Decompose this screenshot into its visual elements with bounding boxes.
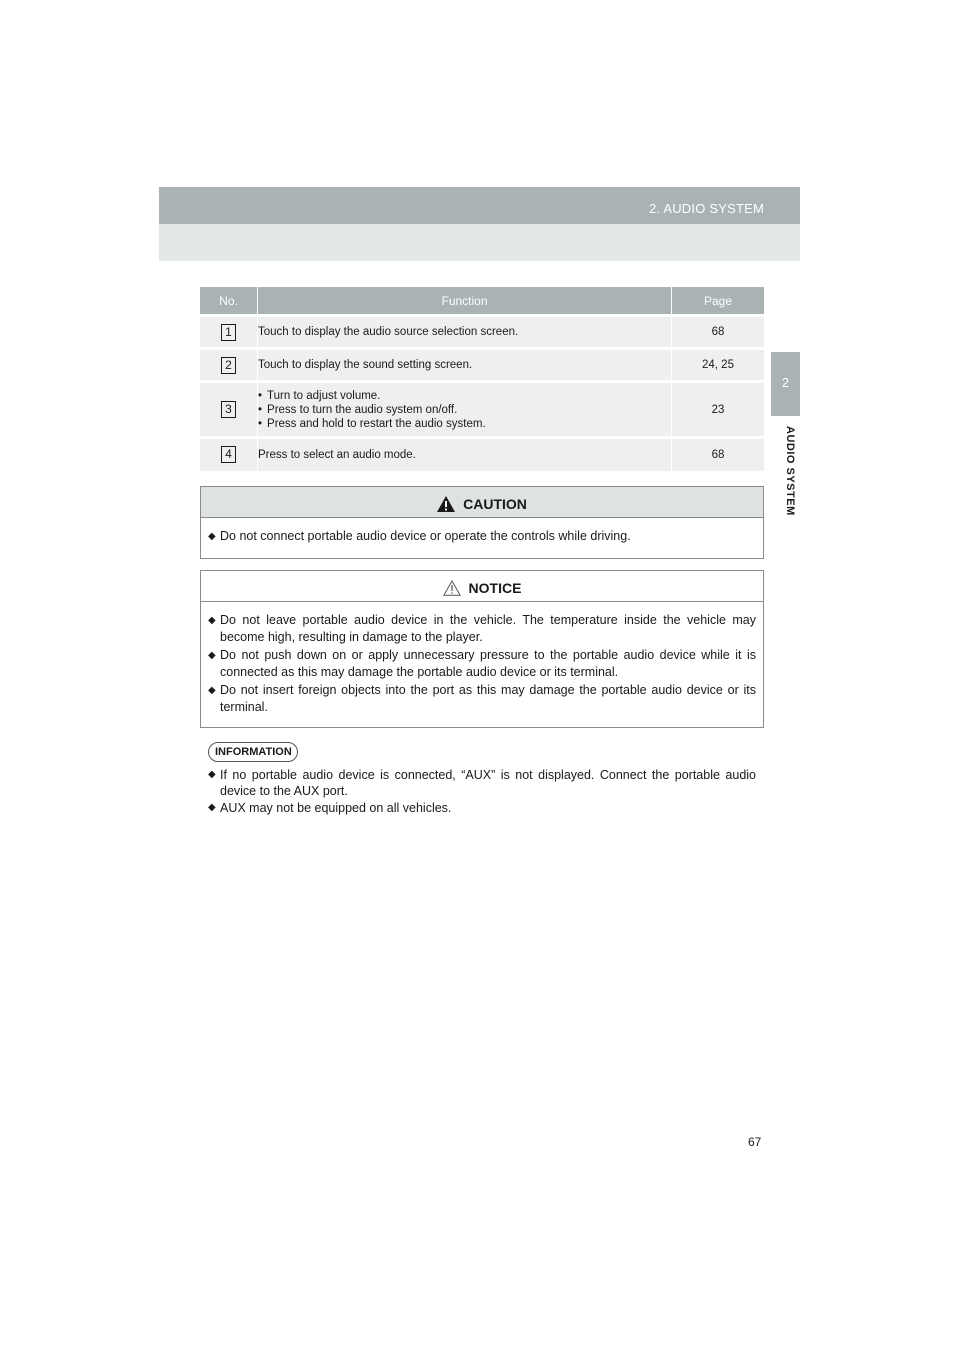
notice-box: [200, 570, 764, 728]
list-item: ◆ AUX may not be equipped on all vehicles.: [208, 801, 452, 815]
header-bar: [159, 187, 800, 224]
chapter-tab: [771, 352, 800, 416]
page-cell: 23: [672, 382, 765, 438]
number-box: 1: [221, 324, 236, 341]
number-box: 4: [221, 446, 236, 463]
list-item: • Press and hold to restart the audio system.: [258, 417, 671, 431]
function-cell: [258, 382, 672, 438]
warning-icon: [437, 496, 455, 512]
bullet-diamond-icon: ◆: [208, 685, 216, 696]
bullet-diamond-icon: ◆: [208, 650, 216, 661]
list-item: ◆ Do not leave portable audio device in the vehicle. The temperature inside the vehicle may become high, resulting in damage to the player.: [208, 613, 756, 644]
caution-header: [201, 487, 763, 518]
table-row: [200, 438, 764, 471]
column-header-no: No.: [200, 287, 258, 316]
page-cell: 68: [672, 438, 765, 471]
chapter-number: 2: [781, 375, 790, 390]
table-row: [200, 349, 764, 382]
table-row: [200, 382, 764, 438]
page-cell: 68: [672, 316, 765, 349]
list-item: • Turn to adjust volume.: [258, 389, 671, 403]
notice-title: NOTICE: [468, 580, 522, 596]
number-box: 2: [221, 357, 236, 374]
caution-body: [201, 518, 763, 558]
caution-box: [200, 486, 764, 559]
function-cell: Touch to display the sound setting screen.: [258, 349, 672, 382]
page-cell: 24, 25: [672, 349, 765, 382]
table-row: [200, 316, 764, 349]
notice-header: [201, 571, 763, 602]
list-item: ◆ Do not push down on or apply unnecessary pressure to the portable audio device while it is connected as this may damage the portable audio device or its terminal.: [208, 648, 756, 679]
column-header-function: Function: [258, 287, 672, 316]
page-number: 67: [748, 1135, 762, 1149]
caution-title: CAUTION: [463, 496, 527, 512]
number-box: 3: [221, 401, 236, 418]
bullet-diamond-icon: ◆: [208, 615, 216, 626]
function-table: [200, 287, 764, 471]
header-band: [159, 187, 800, 261]
warning-outline-icon: [443, 580, 461, 596]
list-item: • Press to turn the audio system on/off.: [258, 403, 671, 417]
table-header-row: [200, 287, 764, 316]
bullet-diamond-icon: ◆: [208, 769, 216, 780]
bullet-diamond-icon: ◆: [208, 802, 216, 813]
chapter-label: AUDIO SYSTEM: [784, 426, 796, 516]
list-item: ◆ Do not insert foreign objects into the port as this may damage the portable audio device or its terminal.: [208, 683, 756, 714]
bullet-diamond-icon: ◆: [208, 531, 216, 542]
column-header-page: Page: [672, 287, 765, 316]
section-title: 2. AUDIO SYSTEM: [649, 201, 764, 216]
information-body: [208, 767, 756, 817]
function-cell: Touch to display the audio source selection screen.: [258, 316, 672, 349]
notice-body: [201, 602, 763, 727]
function-cell: Press to select an audio mode.: [258, 438, 672, 471]
list-item: ◆ Do not connect portable audio device or operate the controls while driving.: [208, 529, 631, 543]
function-bullet-list: [258, 389, 671, 431]
information-label: INFORMATION: [208, 742, 298, 762]
list-item: ◆ If no portable audio device is connected, “AUX” is not displayed. Connect the portable audio device to the AUX port.: [208, 768, 756, 798]
